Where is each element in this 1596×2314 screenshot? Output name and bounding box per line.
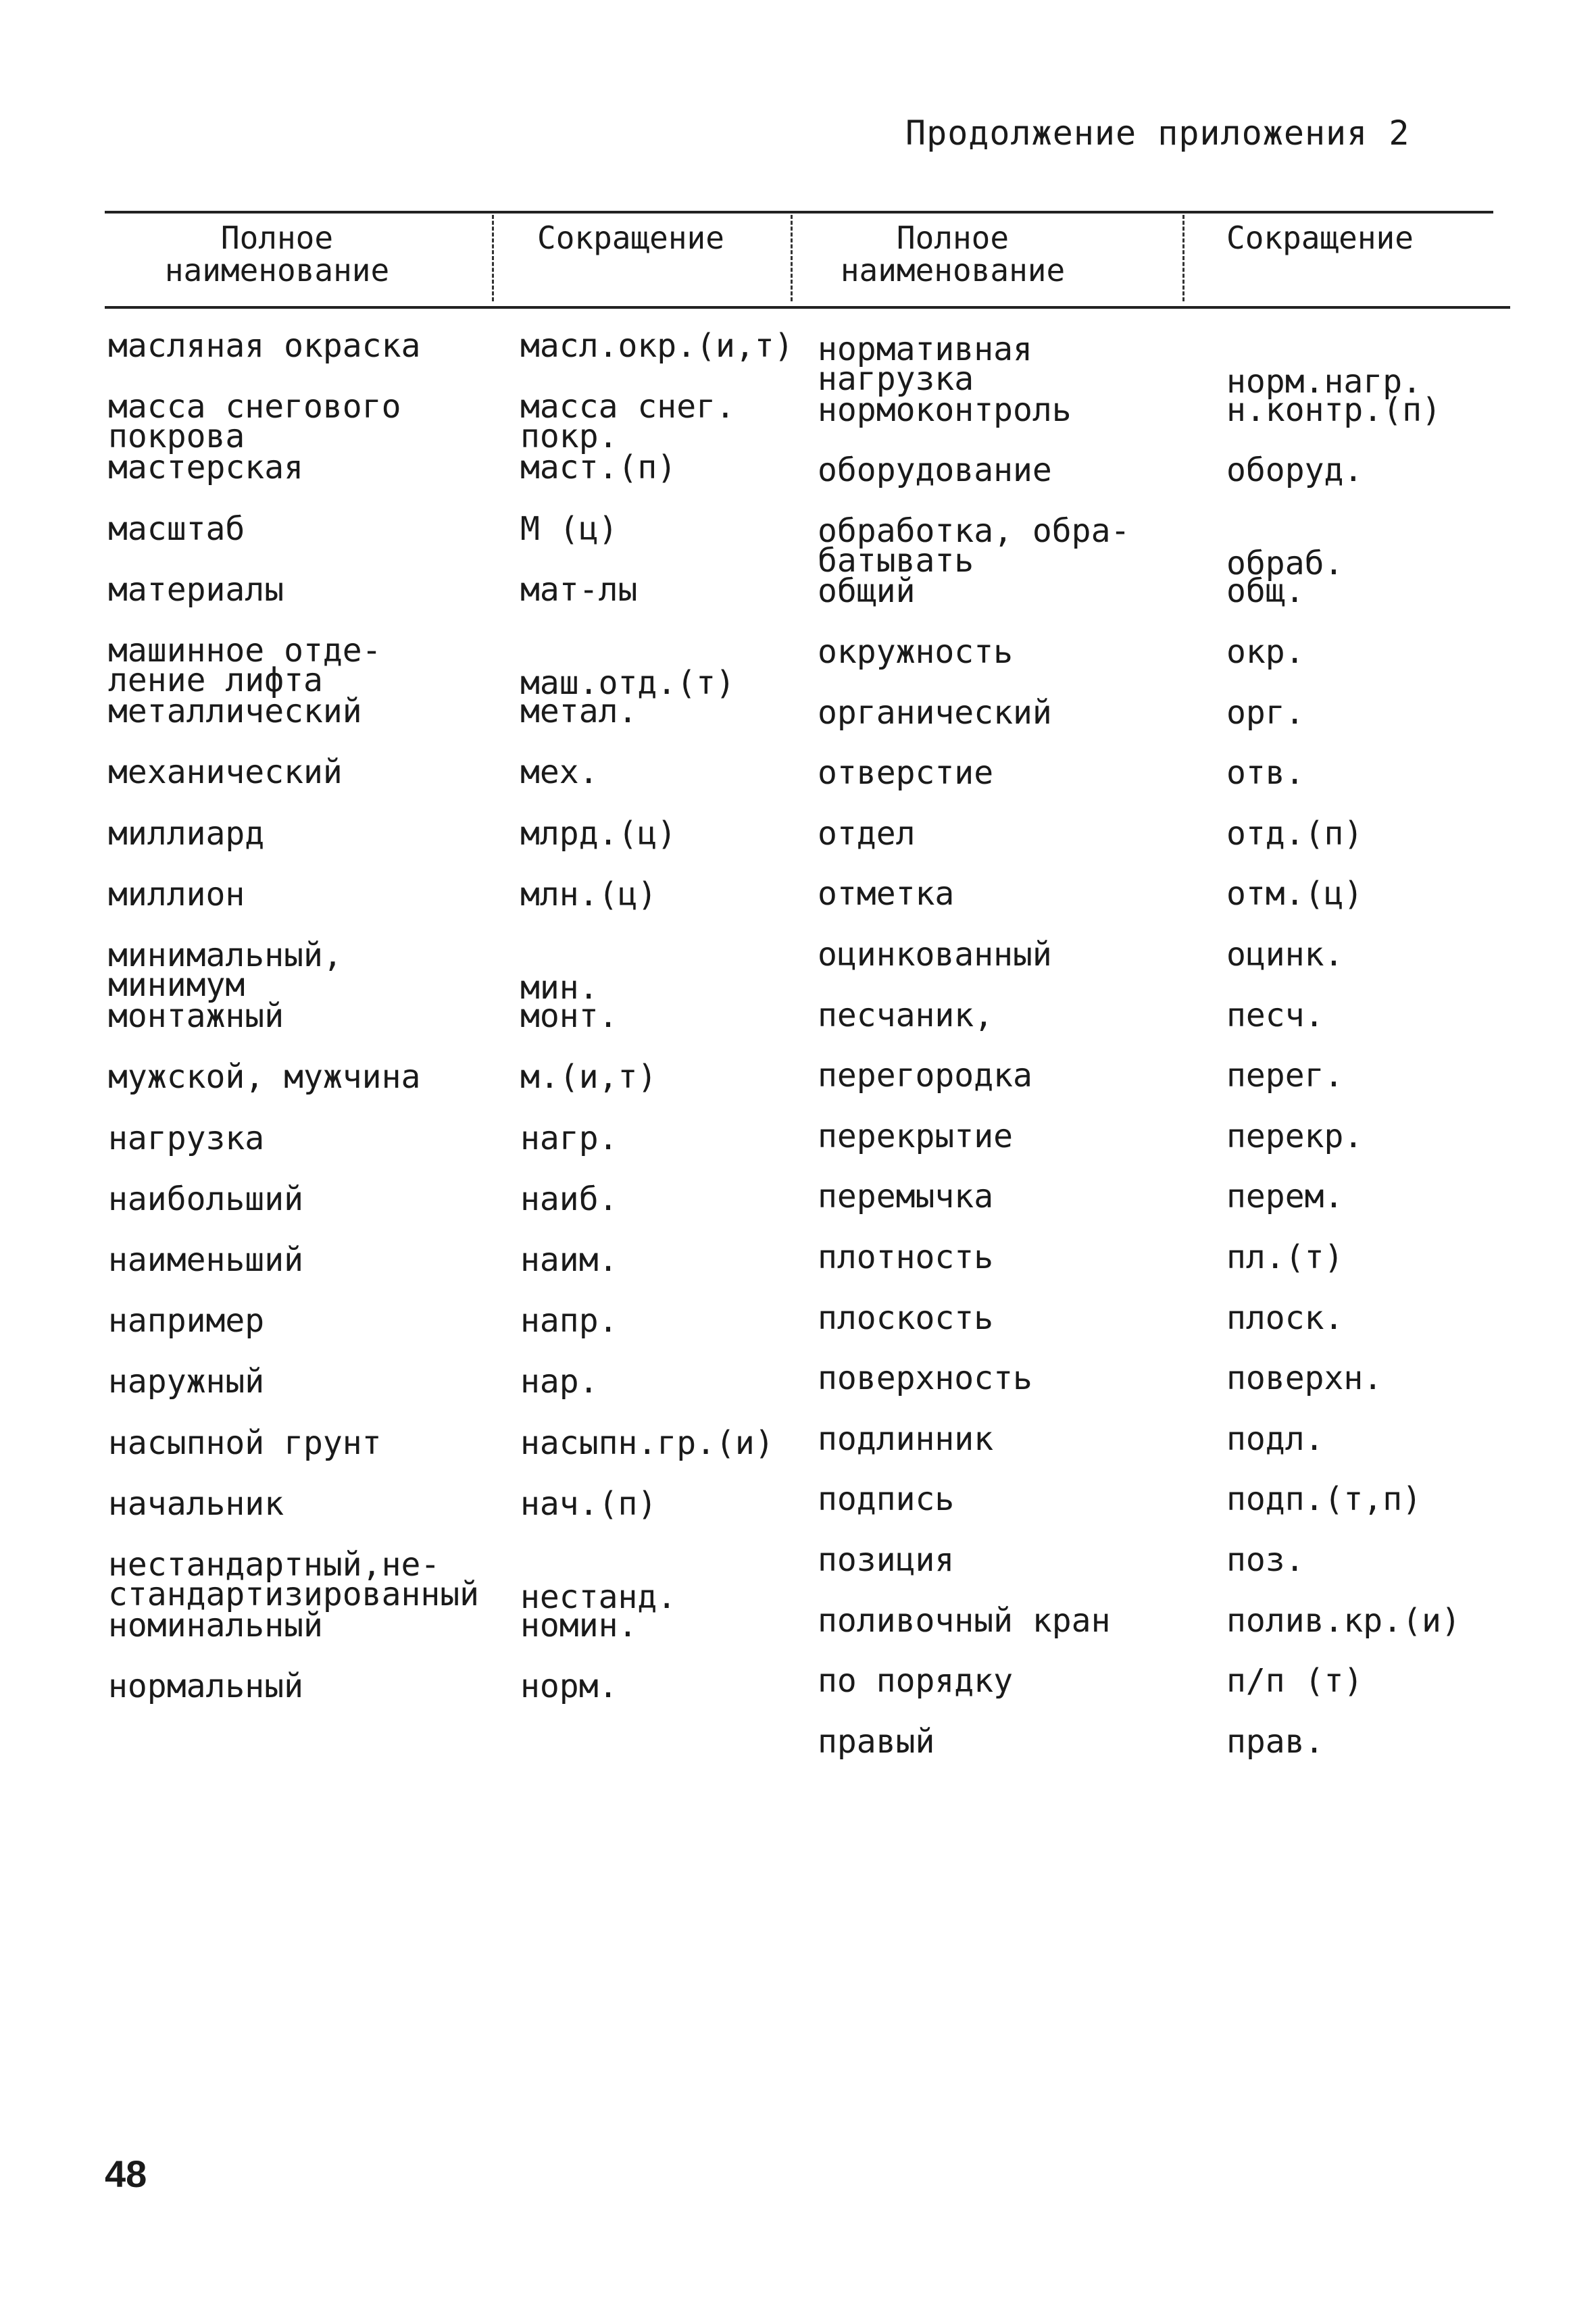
- entry-abbreviation: песч.: [1226, 996, 1324, 1034]
- entry-full-name: мастерская: [108, 449, 303, 487]
- entry-full-name: машинное отде-: [108, 632, 382, 670]
- entry-abbreviation: н.контр.(п): [1226, 391, 1441, 429]
- entry-abbreviation: маш.отд.(т): [520, 664, 735, 702]
- entry-full-name: масляная окраска: [108, 327, 421, 365]
- entry-full-name: ление лифта: [108, 661, 323, 699]
- entry-full-name: стандартизированный: [108, 1576, 480, 1613]
- entry-abbreviation: масса снег.: [520, 388, 735, 426]
- entry-abbreviation: нагр.: [520, 1119, 618, 1157]
- entry-full-name: масштаб: [108, 509, 245, 548]
- entry-full-name: органический: [818, 693, 1052, 732]
- entry-full-name: материалы: [108, 570, 284, 609]
- entry-full-name: минимальный,: [108, 936, 343, 974]
- entry-full-name: насыпной грунт: [108, 1424, 382, 1462]
- entry-abbreviation: прав.: [1226, 1722, 1324, 1761]
- entry-full-name: обработка, обра-: [818, 511, 1130, 550]
- entry-abbreviation: масл.окр.(и,т): [520, 327, 794, 365]
- entry-full-name: масса снегового: [108, 388, 401, 426]
- entry-full-name: плоскость: [818, 1299, 994, 1337]
- entry-abbreviation: мат-лы: [520, 570, 638, 609]
- entry-full-name: например: [108, 1302, 265, 1340]
- entry-full-name: перемычка: [818, 1178, 994, 1216]
- entry-abbreviation: окр.: [1226, 633, 1305, 671]
- entry-abbreviation: М (ц): [520, 509, 618, 548]
- entry-full-name: оборудование: [818, 451, 1052, 490]
- entry-full-name: подлинник: [818, 1419, 994, 1458]
- entry-abbreviation: покр.: [520, 418, 618, 456]
- entry-abbreviation: общ.: [1226, 572, 1305, 611]
- column-separator: [492, 215, 494, 301]
- entry-full-name: покрова: [108, 418, 245, 456]
- entry-full-name: окружность: [818, 633, 1013, 671]
- continuation-caption: Продолжение приложения 2: [905, 114, 1410, 153]
- table-top-rule: [105, 211, 1493, 213]
- entry-full-name: номинальный: [108, 1607, 323, 1645]
- entry-abbreviation: поз.: [1226, 1541, 1305, 1579]
- entry-abbreviation: норм.нагр.: [1226, 363, 1422, 401]
- page-number: 48: [105, 2153, 147, 2195]
- entry-full-name: начальник: [108, 1484, 284, 1523]
- entry-full-name: общий: [818, 572, 916, 611]
- entry-full-name: по порядку: [818, 1662, 1013, 1701]
- entry-abbreviation: норм.: [520, 1667, 618, 1706]
- entry-abbreviation: м.(и,т): [520, 1058, 657, 1097]
- entry-abbreviation: метал.: [520, 693, 638, 731]
- entry-abbreviation: мех.: [520, 753, 599, 792]
- entry-full-name: миллион: [108, 875, 245, 913]
- entry-abbreviation: наиб.: [520, 1180, 618, 1218]
- entry-full-name: нормоконтроль: [818, 391, 1072, 429]
- entry-full-name: подпись: [818, 1480, 955, 1519]
- entry-full-name: нагрузка: [108, 1119, 265, 1157]
- entry-full-name: батывать: [818, 541, 974, 580]
- entry-full-name: перекрытие: [818, 1117, 1013, 1155]
- header-abbreviation-right: Сокращение: [1226, 220, 1414, 256]
- header-full-name-left: Полное наименование: [164, 220, 390, 288]
- entry-abbreviation: полив.кр.(и): [1226, 1601, 1461, 1640]
- entry-abbreviation: обраб.: [1226, 544, 1344, 582]
- entry-full-name: нагрузка: [818, 360, 974, 398]
- entry-abbreviation: нач.(п): [520, 1484, 657, 1523]
- header-full-name-right: Полное наименование: [840, 220, 1066, 288]
- entry-full-name: отверстие: [818, 754, 994, 793]
- entry-abbreviation: нестанд.: [520, 1578, 677, 1616]
- entry-full-name: поливочный кран: [818, 1601, 1111, 1640]
- entry-abbreviation: перем.: [1226, 1178, 1344, 1216]
- entry-abbreviation: номин.: [520, 1607, 638, 1645]
- entry-full-name: плотность: [818, 1238, 994, 1276]
- entry-full-name: миллиард: [108, 814, 265, 853]
- entry-abbreviation: плоск.: [1226, 1299, 1344, 1337]
- entry-abbreviation: пл.(т): [1226, 1238, 1344, 1276]
- entry-full-name: отметка: [818, 875, 955, 913]
- entry-abbreviation: маст.(п): [520, 449, 677, 487]
- entry-abbreviation: наим.: [520, 1241, 618, 1279]
- column-separator: [1182, 215, 1184, 301]
- entry-full-name: позиция: [818, 1541, 955, 1579]
- entry-abbreviation: монт.: [520, 997, 618, 1036]
- table-header-rule: [105, 306, 1510, 309]
- entry-abbreviation: млрд.(ц): [520, 814, 677, 853]
- column-separator: [791, 215, 793, 301]
- entry-full-name: монтажный: [108, 997, 284, 1036]
- entry-full-name: нормальный: [108, 1667, 303, 1706]
- entry-full-name: металлический: [108, 693, 362, 731]
- entry-abbreviation: орг.: [1226, 693, 1305, 732]
- entry-full-name: правый: [818, 1722, 935, 1761]
- entry-abbreviation: оборуд.: [1226, 451, 1364, 490]
- entry-full-name: отдел: [818, 814, 916, 853]
- entry-abbreviation: нар.: [520, 1363, 599, 1401]
- entry-abbreviation: отв.: [1226, 754, 1305, 793]
- entry-abbreviation: млн.(ц): [520, 875, 657, 913]
- entry-full-name: нормативная: [818, 330, 1032, 368]
- header-abbreviation-left: Сокращение: [537, 220, 724, 256]
- entry-full-name: поверхность: [818, 1359, 1032, 1398]
- entry-full-name: мужской, мужчина: [108, 1058, 421, 1097]
- entry-abbreviation: перег.: [1226, 1057, 1344, 1095]
- entry-abbreviation: мин.: [520, 969, 599, 1007]
- entry-abbreviation: п/п (т): [1226, 1662, 1364, 1701]
- entry-abbreviation: отм.(ц): [1226, 875, 1364, 913]
- entry-full-name: механический: [108, 753, 343, 792]
- entry-full-name: песчаник,: [818, 996, 994, 1034]
- entry-abbreviation: подп.(т,п): [1226, 1480, 1422, 1519]
- entry-abbreviation: перекр.: [1226, 1117, 1364, 1155]
- entry-abbreviation: оцинк.: [1226, 936, 1344, 974]
- entry-full-name: оцинкованный: [818, 936, 1052, 974]
- entry-full-name: минимум: [108, 966, 245, 1004]
- entry-abbreviation: насыпн.гр.(и): [520, 1424, 774, 1462]
- entry-full-name: наименьший: [108, 1241, 303, 1279]
- entry-full-name: нестандартный,не-: [108, 1546, 441, 1584]
- entry-abbreviation: поверхн.: [1226, 1359, 1383, 1398]
- entry-abbreviation: отд.(п): [1226, 814, 1364, 853]
- entry-full-name: наибольший: [108, 1180, 303, 1218]
- entry-abbreviation: подл.: [1226, 1419, 1324, 1458]
- entry-abbreviation: напр.: [520, 1302, 618, 1340]
- entry-full-name: наружный: [108, 1363, 265, 1401]
- entry-full-name: перегородка: [818, 1057, 1032, 1095]
